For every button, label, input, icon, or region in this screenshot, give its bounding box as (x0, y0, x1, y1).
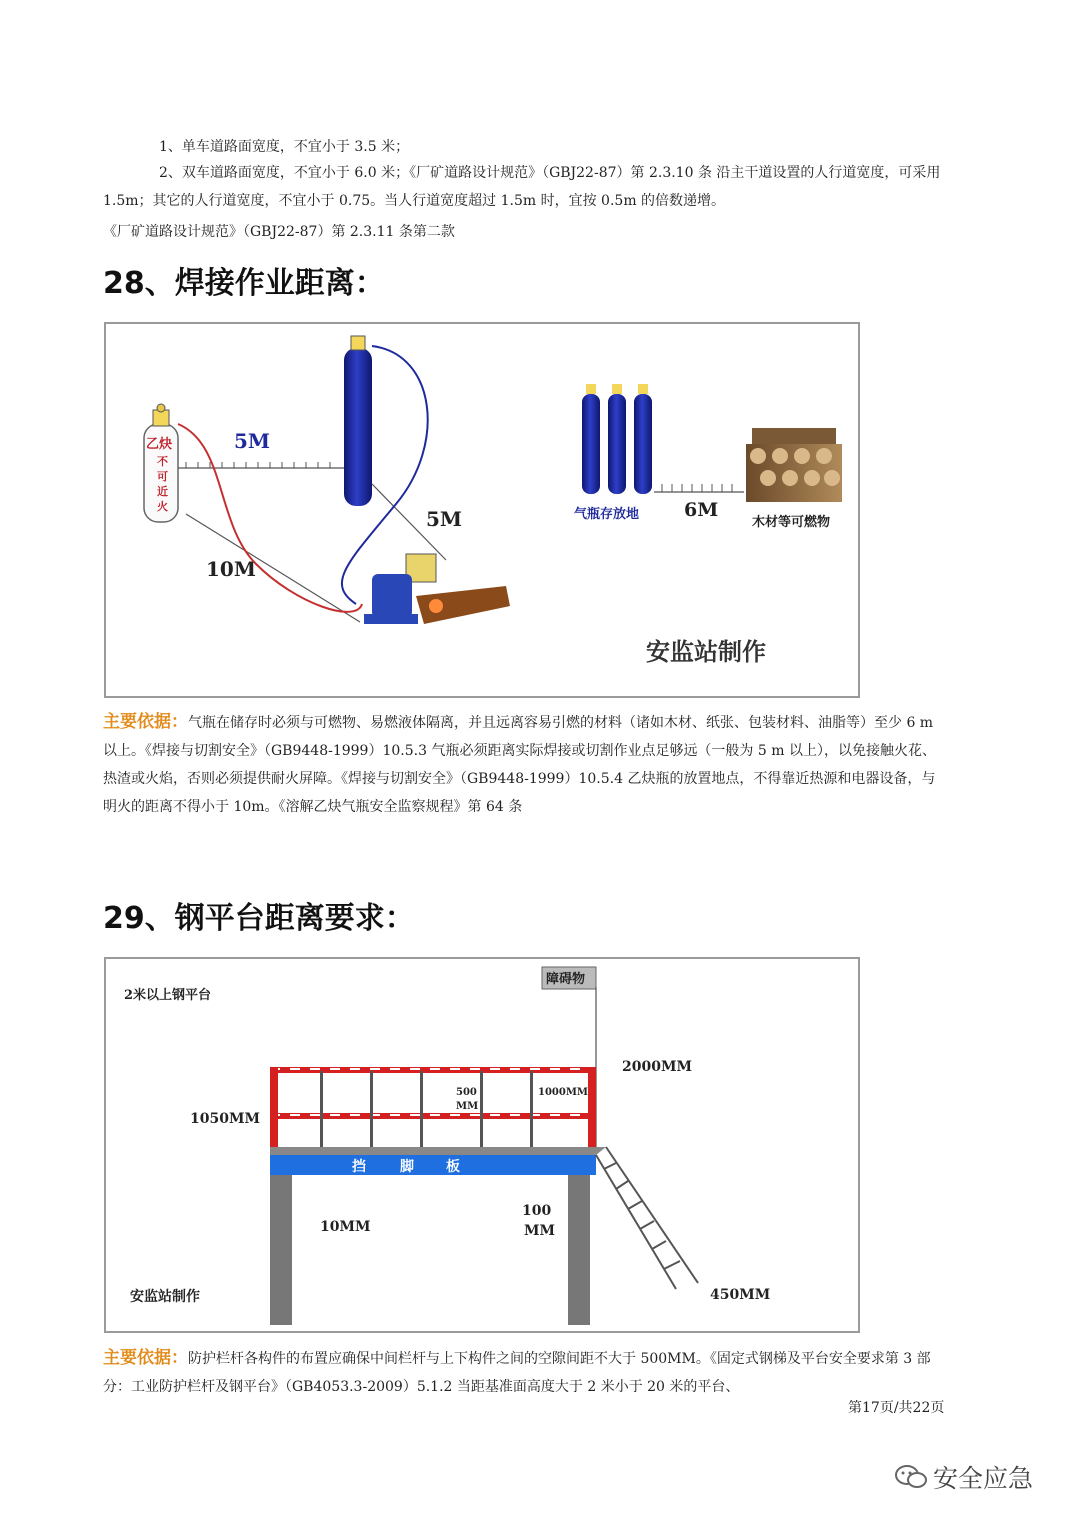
wechat-icon (895, 1463, 927, 1491)
dist-6m-label: 6M (684, 499, 719, 521)
section-29-heading: 29、钢平台距离要求： (103, 901, 415, 936)
section-29-basis (103, 1344, 948, 1401)
svg-text:不: 不 (157, 455, 168, 468)
svg-text:脚: 脚 (400, 1159, 414, 1175)
page-number: 第17页/共22页 (848, 1400, 945, 1416)
svg-text:可: 可 (157, 470, 168, 483)
svg-text:近: 近 (157, 485, 168, 498)
dim-500b: MM (456, 1101, 479, 1112)
platform-leg-left (270, 1175, 292, 1325)
figure-credit-2: 安监站制作 (130, 1289, 200, 1305)
platform-leg-right (568, 1175, 590, 1325)
welder-icon (364, 554, 510, 624)
figure-credit: 安监站制作 (646, 637, 766, 666)
dist-5m-label-a: 5M (234, 429, 271, 453)
basis-label: 主要依据： (103, 712, 188, 732)
platform-illustration (106, 959, 858, 1331)
railing-icon (270, 1067, 596, 1153)
svg-text:板: 板 (446, 1159, 460, 1175)
basis-text-2: 防护栏杆各构件的布置应确保中间栏杆与上下构件之间的空隙间距不大于 500MM。《固定式钢梯及平台安全要求第 3 部分：工业防护栏杆及钢平台》（GB4053.3-2009）5.1.2 当距基准面高度大于 2 米小于 20 米的平台、 (103, 1351, 931, 1395)
road-reference: 《厂矿道路设计规范》（GBJ22-87）第 2.3.11 条第二款 (103, 224, 455, 240)
storage-cylinders-icon (582, 384, 652, 494)
ladder-icon (596, 1147, 698, 1289)
section-28-heading: 28、焊接作业距离： (103, 266, 385, 301)
dim-100b: MM (524, 1223, 555, 1239)
svg-text:火: 火 (157, 500, 168, 513)
oxygen-cylinder-icon (344, 336, 372, 506)
dim-1000: 1000MM (538, 1087, 588, 1098)
dim-2000: 2000MM (622, 1059, 692, 1075)
section-28-basis (103, 708, 948, 821)
wood-pile-icon (746, 428, 842, 502)
dim-100a: 100 (522, 1203, 552, 1219)
dim-450: 450MM (710, 1287, 771, 1303)
dist-10m-label: 10M (206, 557, 256, 581)
welding-illustration (106, 324, 858, 696)
dist-5m-label-b: 5M (426, 507, 463, 531)
watermark (895, 1459, 1033, 1495)
obstacle-label: 障碍物 (546, 972, 586, 987)
toe-board (270, 1155, 596, 1175)
basis-text: 气瓶在储存时必须与可燃物、易燃液体隔离，并且远离容易引燃的材料（诸如木材、纸张、包装材料、油脂等）至少 6 m 以上。《焊接与切割安全》（GB9448-1999）10.5.3 气瓶必须距离实际焊接或切割作业点足够远（一般为 5 m 以上），以免接触火花、热渣或火焰，否则必须提供耐火屏障。《焊接与切割安全》（GB9448-1999）10.5.4 乙炔瓶的放置地点，不得靠近热源和电器设备，与明火的距离不得小于 10m。《溶解乙炔气瓶安全监察规程》第 64 条 (103, 715, 936, 815)
watermark-text: 安全应急 (933, 1464, 1034, 1493)
dim-500a: 500 (456, 1087, 477, 1098)
road-double-lane: 2、双车道路面宽度，不宜小于 6.0 米；《厂矿道路设计规范》（GBJ22-87）第 2.3.10 条 沿主干道设置的人行道宽度，可采用 1.5m；其它的人行道宽度，不宜小于 0.75。当人行道宽度超过 1.5m 时，宜按 0.5m 的倍数递增。 (103, 165, 941, 209)
welding-distance-figure (104, 322, 860, 698)
dim-1050: 1050MM (190, 1111, 260, 1127)
storage-label: 气瓶存放地 (574, 507, 640, 522)
platform-title: 2米以上钢平台 (124, 988, 212, 1003)
road-single-lane: 1、单车道路面宽度，不宜小于 3.5 米； (159, 139, 410, 155)
cylinder-text-main: 乙炔 (146, 437, 173, 452)
wood-label: 木材等可燃物 (752, 515, 831, 530)
steel-platform-figure (104, 957, 860, 1333)
svg-text:挡: 挡 (352, 1159, 366, 1175)
dim-10: 10MM (320, 1219, 371, 1235)
basis-label-2: 主要依据： (103, 1348, 188, 1368)
